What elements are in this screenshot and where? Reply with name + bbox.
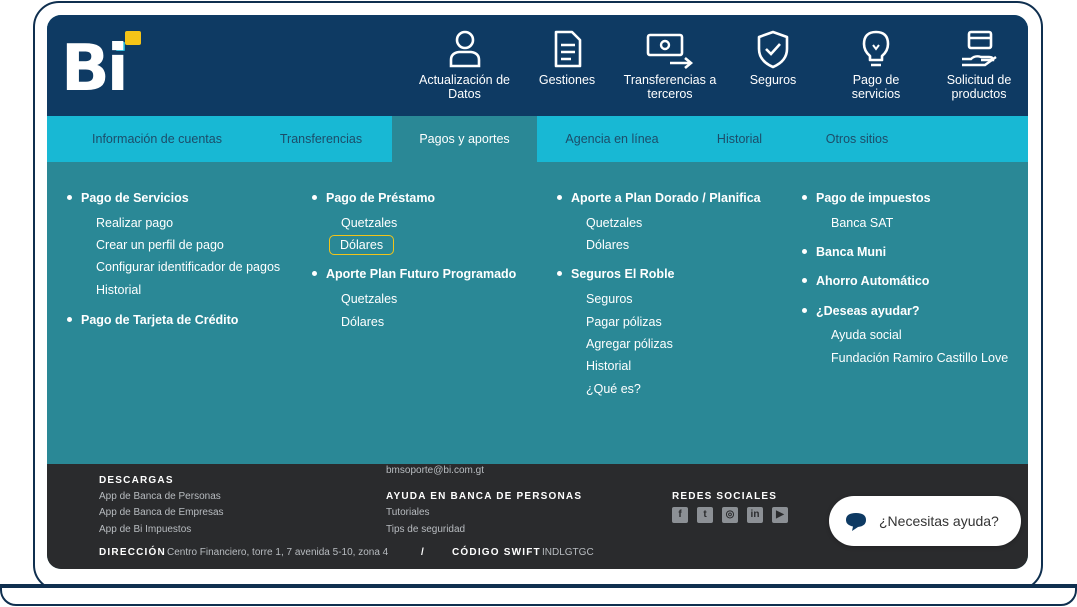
menu-item-banca-sat[interactable]: Banca SAT (831, 216, 894, 230)
bi-logo[interactable] (61, 31, 151, 106)
nav-label: Gestiones (538, 73, 596, 87)
menu-item-dorado-dolares[interactable]: Dólares (586, 238, 630, 252)
help-chat-button[interactable] (829, 496, 1021, 546)
lightbulb-icon (858, 29, 894, 69)
tab-otros-sitios[interactable]: Otros sitios (825, 132, 889, 146)
nav-transferencias-terceros[interactable] (617, 15, 723, 116)
linkedin-icon[interactable]: in (747, 507, 763, 523)
chat-bubble-icon (845, 512, 867, 532)
menu-heading-ahorro-automatico[interactable]: Ahorro Automático (802, 274, 929, 288)
menu-heading-aporte-dorado[interactable]: Aporte a Plan Dorado / Planifica (557, 191, 761, 205)
menu-heading-pago-tarjeta[interactable]: Pago de Tarjeta de Crédito (67, 313, 238, 327)
menu-item-prestamo-dolares[interactable]: Dólares (329, 235, 394, 255)
menu-heading-banca-muni[interactable]: Banca Muni (802, 245, 886, 259)
nav-solicitud-productos[interactable] (939, 15, 1019, 116)
menu-heading-pago-impuestos[interactable]: Pago de impuestos (802, 191, 931, 205)
nav-label: Transferencias a terceros (623, 73, 717, 101)
tab-bar (47, 116, 1028, 162)
tab-pagos-aportes[interactable]: Pagos y aportes (392, 116, 537, 162)
menu-item-dorado-quetzales[interactable]: Quetzales (586, 216, 643, 230)
menu-item-realizar-pago[interactable]: Realizar pago (96, 216, 174, 230)
nav-label: Seguros (749, 73, 797, 87)
swift-code: INDLGTGC (542, 547, 594, 558)
menu-item-seguros-historial[interactable]: Historial (586, 359, 632, 373)
money-transfer-icon (644, 29, 696, 69)
logo-text: Bi (61, 32, 126, 106)
menu-heading-seguros-roble[interactable]: Seguros El Roble (557, 267, 675, 281)
direccion-text: Centro Financiero, torre 1, 7 avenida 5-10, zona 4 (167, 547, 389, 558)
nav-label: Actualización de Datos (418, 73, 511, 101)
descargas-heading: DESCARGAS (99, 475, 174, 486)
link-tips-seguridad[interactable]: Tips de seguridad (386, 524, 466, 535)
pagos-aportes-menu (47, 162, 1028, 464)
facebook-icon[interactable]: f (672, 507, 688, 523)
menu-heading-pago-servicios[interactable]: Pago de Servicios (67, 191, 189, 205)
nav-actualizacion-datos[interactable] (412, 15, 517, 116)
redes-heading: REDES SOCIALES (672, 491, 778, 502)
footer-separator: / (421, 547, 425, 558)
shield-check-icon (755, 29, 791, 69)
ayuda-heading: AYUDA EN BANCA DE PERSONAS (386, 491, 583, 502)
youtube-icon[interactable]: ▶ (772, 507, 788, 523)
menu-item-ayuda-social[interactable]: Ayuda social (831, 328, 902, 342)
menu-item-crear-perfil[interactable]: Crear un perfil de pago (96, 238, 224, 252)
menu-item-prestamo-quetzales[interactable]: Quetzales (341, 216, 398, 230)
swift-heading: CÓDIGO SWIFT (452, 547, 541, 558)
support-email[interactable]: bmsoporte@bi.com.gt (386, 465, 484, 476)
nav-seguros[interactable] (739, 15, 807, 116)
menu-item-configurar-identificador[interactable]: Configurar identificador de pagos (96, 260, 281, 274)
menu-item-futuro-dolares[interactable]: Dólares (341, 315, 385, 329)
direccion-heading: DIRECCIÓN (99, 547, 166, 558)
nav-label: Pago de servicios (851, 73, 901, 101)
link-app-personas[interactable]: App de Banca de Personas (99, 491, 221, 502)
help-label: ¿Necesitas ayuda? (879, 513, 999, 529)
nav-gestiones[interactable] (530, 15, 604, 116)
menu-item-agregar-polizas[interactable]: Agregar pólizas (586, 337, 673, 351)
logo-yellow-square (125, 31, 141, 45)
menu-item-fundacion[interactable]: Fundación Ramiro Castillo Love (831, 351, 1009, 365)
tab-agencia-linea[interactable]: Agencia en línea (565, 132, 659, 146)
tab-historial[interactable]: Historial (716, 132, 763, 146)
menu-item-futuro-quetzales[interactable]: Quetzales (341, 292, 398, 306)
twitter-icon[interactable]: t (697, 507, 713, 523)
menu-item-historial[interactable]: Historial (96, 283, 142, 297)
tab-informacion-cuentas[interactable]: Información de cuentas (92, 132, 222, 146)
nav-label: Solicitud de productos (946, 73, 1012, 101)
browser-screen (47, 15, 1028, 569)
link-app-impuestos[interactable]: App de Bi Impuestos (99, 524, 192, 535)
link-app-empresas[interactable]: App de Banca de Empresas (99, 507, 224, 518)
menu-heading-deseas-ayudar[interactable]: ¿Deseas ayudar? (802, 304, 920, 318)
nav-pago-servicios[interactable] (836, 15, 916, 116)
instagram-icon[interactable]: ◎ (722, 507, 738, 523)
user-icon (447, 29, 483, 69)
menu-item-pagar-polizas[interactable]: Pagar pólizas (586, 315, 662, 329)
menu-item-seguros[interactable]: Seguros (586, 292, 633, 306)
menu-heading-pago-prestamo[interactable]: Pago de Préstamo (312, 191, 435, 205)
menu-item-que-es[interactable]: ¿Qué es? (586, 382, 641, 396)
hand-card-icon (959, 29, 999, 69)
document-icon (549, 29, 585, 69)
laptop-base (0, 584, 1077, 606)
menu-heading-aporte-futuro[interactable]: Aporte Plan Futuro Programado (312, 267, 516, 281)
link-tutoriales[interactable]: Tutoriales (386, 507, 430, 518)
tab-transferencias[interactable]: Transferencias (279, 132, 363, 146)
top-header (47, 15, 1028, 116)
